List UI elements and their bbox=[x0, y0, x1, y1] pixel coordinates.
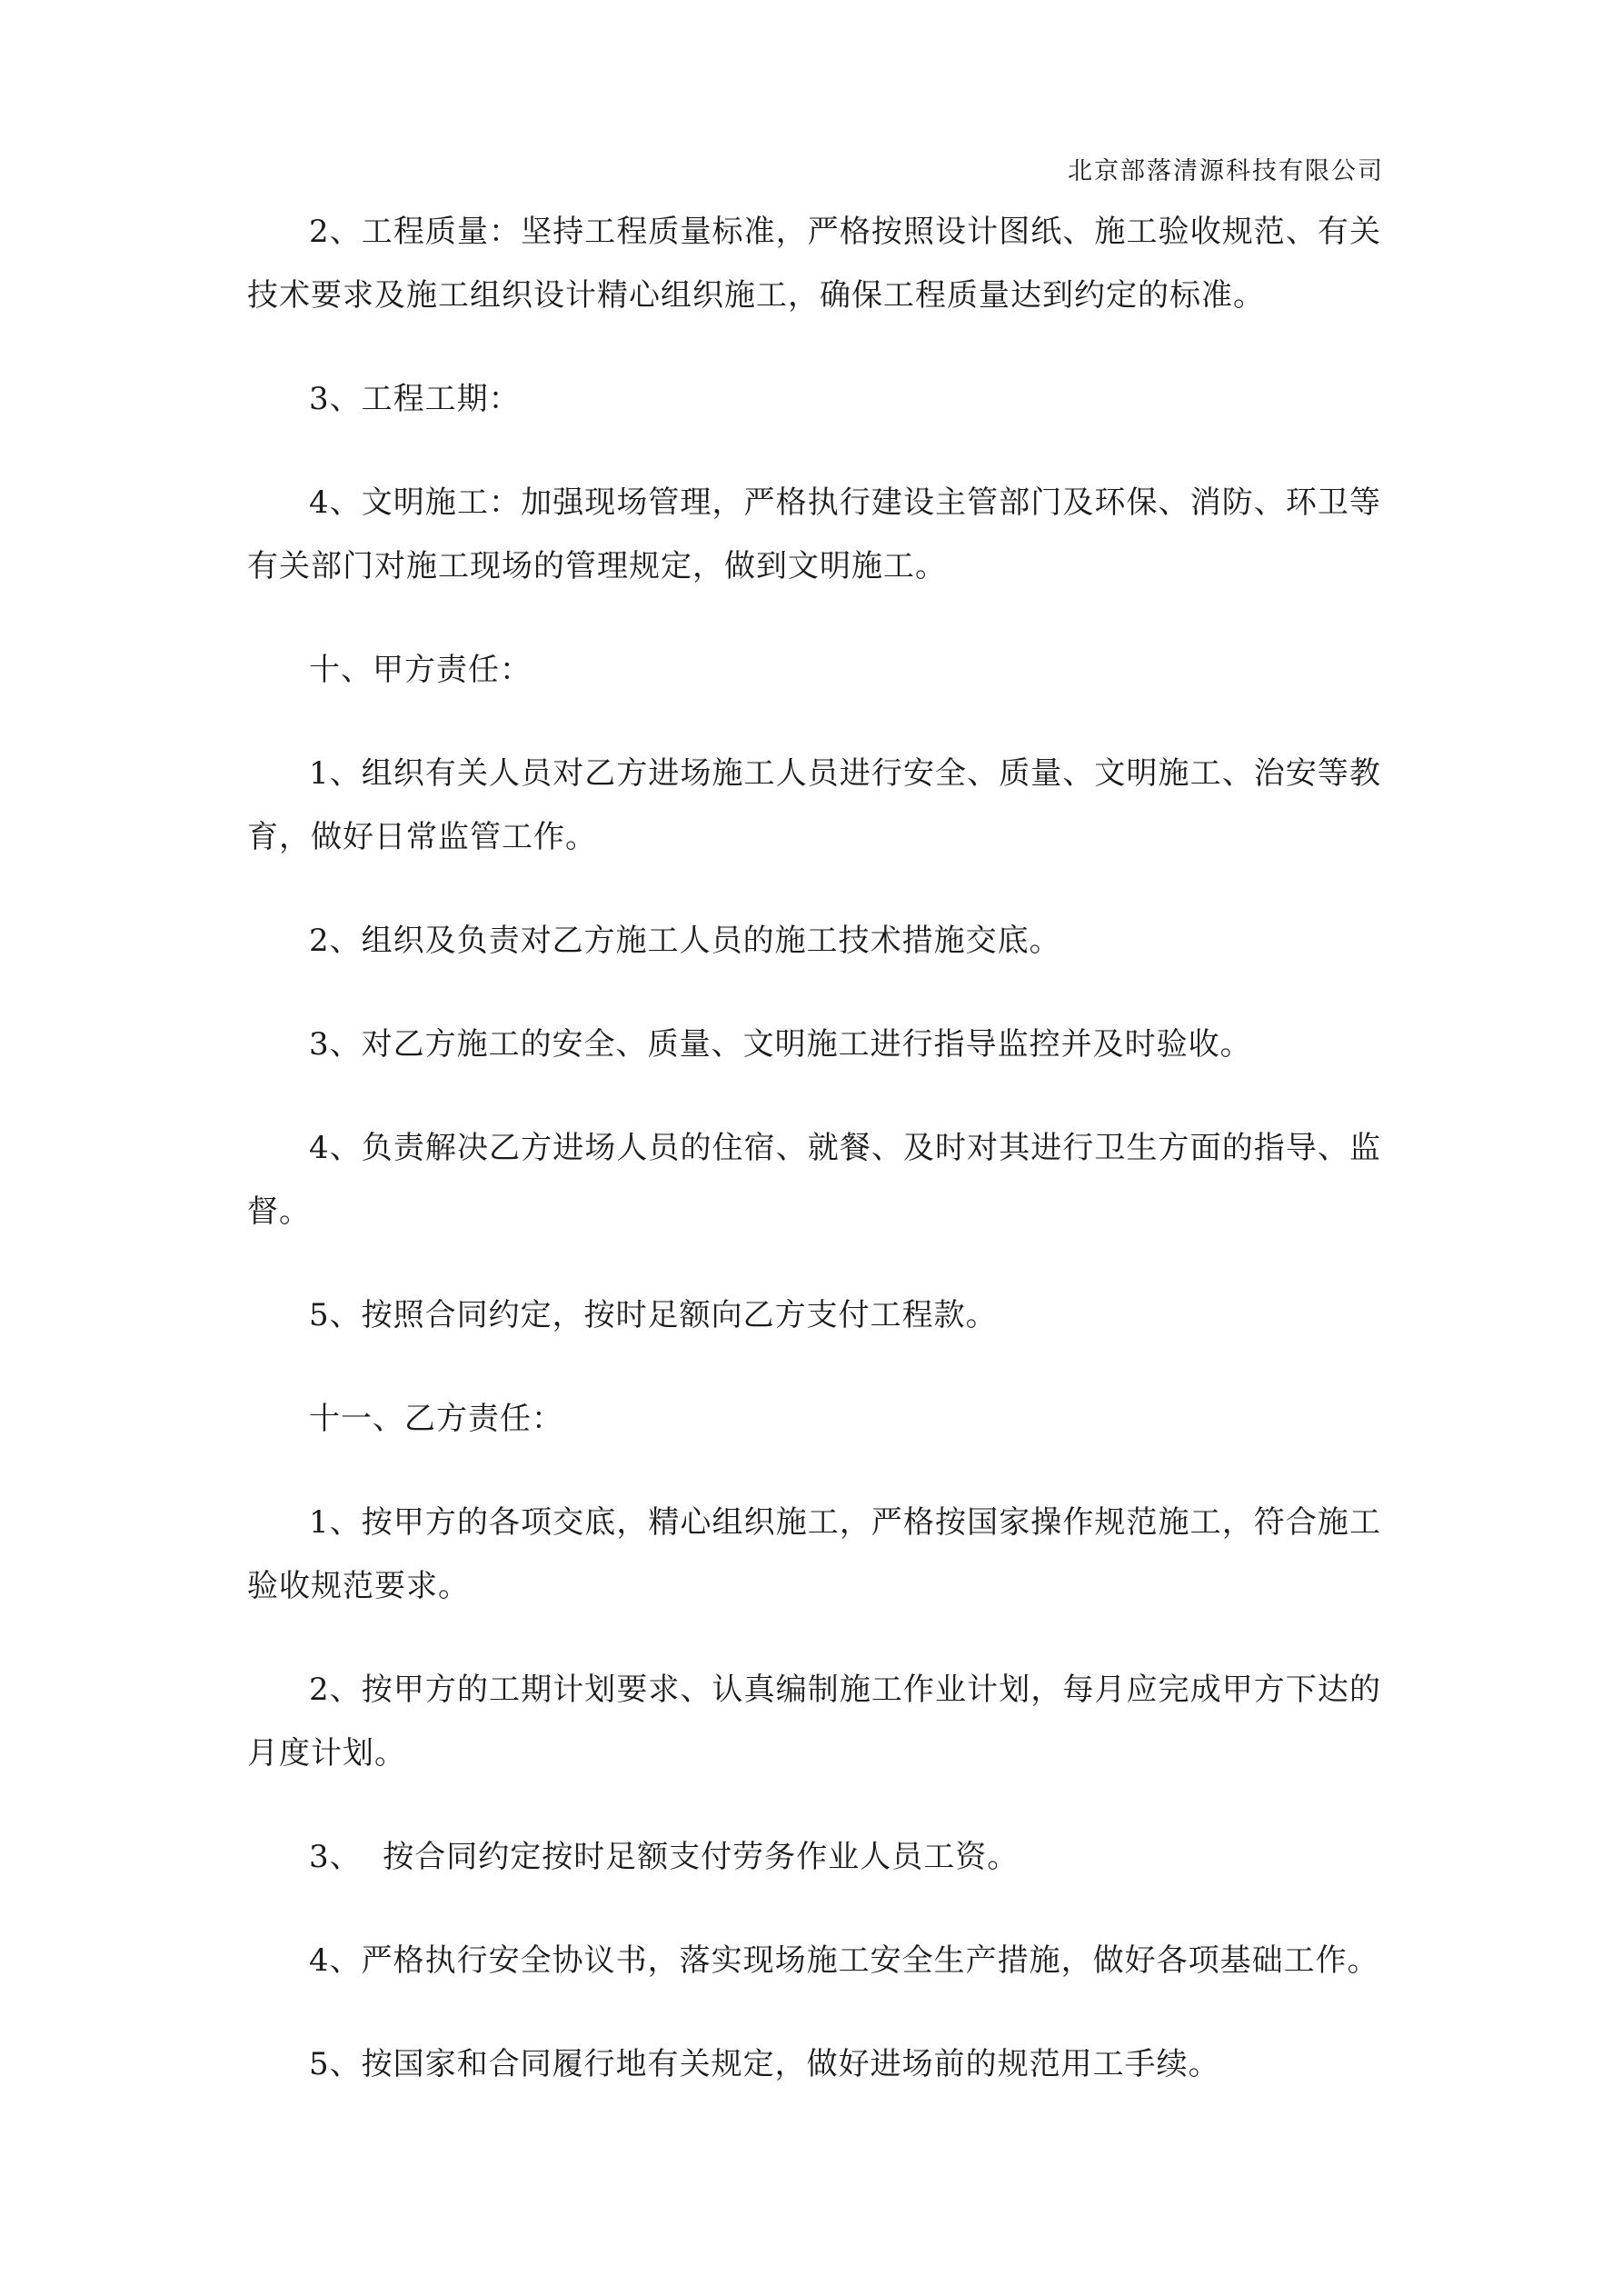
paragraph-party-b-2: 2、按甲方的工期计划要求、认真编制施工作业计划，每月应完成甲方下达的月度计划。 bbox=[247, 1672, 1381, 1772]
paragraph-party-a-3: 3、对乙方施工的安全、质量、文明施工进行指导监控并及时验收。 bbox=[309, 1026, 1252, 1063]
page-header-company: 北京部落清源科技有限公司 bbox=[1068, 157, 1384, 185]
paragraph-quality: 2、工程质量：坚持工程质量标准，严格按照设计图纸、施工验收规范、有关技术要求及施工组织设计精心组织施工，确保工程质量达到约定的标准。 bbox=[247, 214, 1381, 314]
section-heading-party-a: 十、甲方责任： bbox=[309, 652, 532, 688]
document-body bbox=[247, 200, 1381, 2136]
paragraph-party-b-3: 3、 按合同约定按时足额支付劳务作业人员工资。 bbox=[309, 1839, 1020, 1875]
paragraph-party-a-4: 4、负责解决乙方进场人员的住宿、就餐、及时对其进行卫生方面的指导、监督。 bbox=[247, 1130, 1381, 1230]
paragraph-party-b-1: 1、按甲方的各项交底，精心组织施工，严格按国家操作规范施工，符合施工验收规范要求。 bbox=[247, 1504, 1381, 1604]
section-heading-party-b: 十一、乙方责任： bbox=[309, 1401, 563, 1437]
paragraph-party-a-2: 2、组织及负责对乙方施工人员的施工技术措施交底。 bbox=[309, 923, 1061, 959]
paragraph-civilized-construction: 4、文明施工：加强现场管理，严格执行建设主管部门及环保、消防、环卫等有关部门对施工现场的管理规定，做到文明施工。 bbox=[247, 484, 1381, 584]
paragraph-party-a-5: 5、按照合同约定，按时足额向乙方支付工程款。 bbox=[309, 1297, 998, 1333]
paragraph-party-b-5: 5、按国家和合同履行地有关规定，做好进场前的规范用工手续。 bbox=[309, 2046, 1220, 2082]
paragraph-schedule: 3、工程工期： bbox=[309, 381, 521, 417]
paragraph-party-b-4: 4、严格执行安全协议书，落实现场施工安全生产措施，做好各项基础工作。 bbox=[309, 1942, 1379, 1979]
paragraph-party-a-1: 1、组织有关人员对乙方进场施工人员进行安全、质量、文明施工、治安等教育，做好日常监管工作。 bbox=[247, 755, 1381, 855]
